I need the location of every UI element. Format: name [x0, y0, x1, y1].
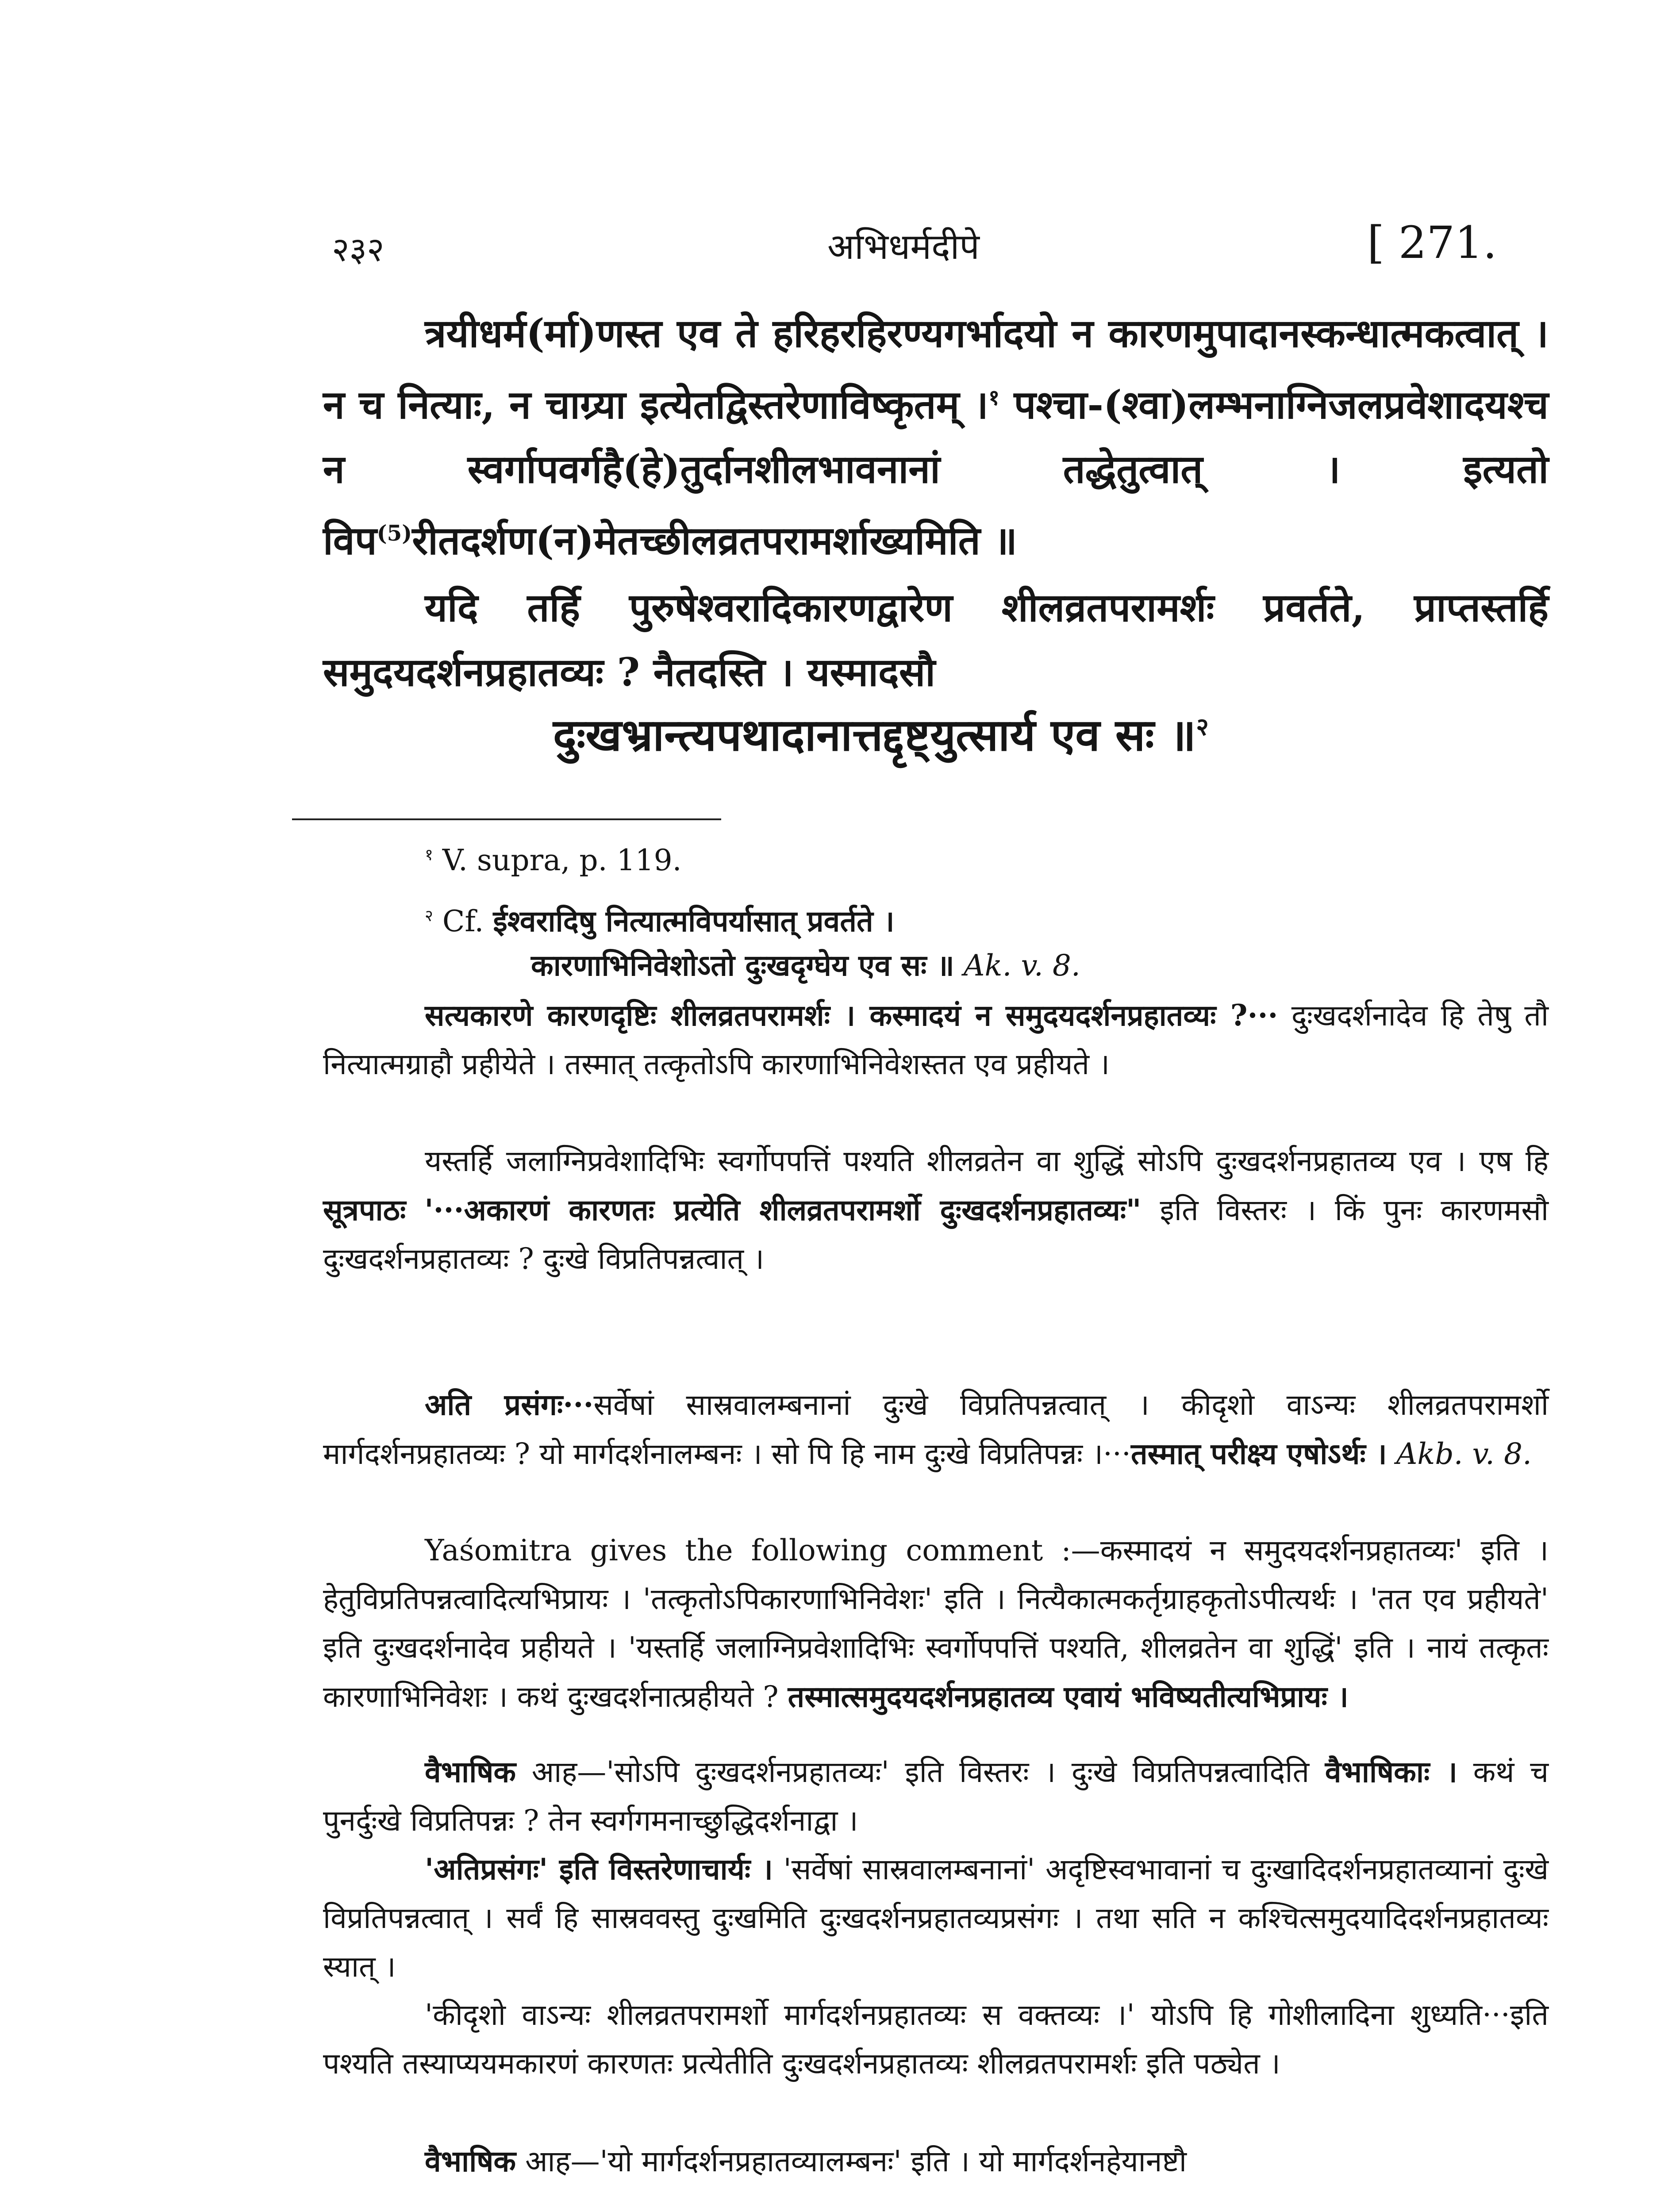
footnote-1-text: V. supra, p. 119.: [442, 843, 682, 877]
main-paragraph-2: यदि तर्हि पुरुषेश्वरादिकारणद्वारेण शीलव्रतपरामर्शः प्रवर्तते, प्राप्तस्तर्हि समुदयदर्शनप्रहातव्यः ? नैतदस्ति । यस्मादसौ: [323, 584, 1549, 695]
para-b-sutra: सूत्रपाठः: [323, 1193, 406, 1227]
footnote-2-line-2: [531, 945, 1080, 984]
main-paragraph-1: [323, 301, 1549, 573]
footnote-para-e: [323, 1747, 1549, 1845]
footnote-para-h: [323, 2137, 1549, 2186]
footnote-para-g: 'कीदृशो वाऽन्यः शीलव्रतपरामर्शो मार्गदर्शनप्रहातव्यः स वक्तव्यः ।' योऽपि हि गोशीलादिना शुध्यति···इति पश्यति तस्याप्ययमकारणं कारणतः प्रत्येतीति दुःखदर्शनप्रहातव्यः शीलव्रतपरामर्शः इति पठ्येत ।: [323, 1998, 1549, 2081]
para-a-bold: सत्यकारणे कारणदृष्टिः शीलव्रतपरामर्शः । कस्मादयं न समुदयदर्शनप्रहातव्यः ?···: [425, 998, 1278, 1033]
para-c-text: सर्वेषां सास्रवालम्बनानां दुःखे विप्रतिपन्नत्वात् । कीदृशो वाऽन्यः शीलव्रतपरामर्शो मार्गदर्शनप्रहातव्यः ? यो मार्गदर्शनालम्बनः । सो पि हि नाम दुःखे विप्रतिपन्नः ।···: [323, 1388, 1549, 1471]
para-d-english: Yaśomitra gives the following comment :—: [425, 1533, 1100, 1567]
footnote-para-b: [323, 1137, 1549, 1283]
para-f-text: 'सर्वेषां सास्रवालम्बनानां' अदृष्टिस्वभावानां च दुःखादिदर्शनप्रहातव्यानां दुःखे विप्रतिपन्नत्वात् । सर्वं हि सास्रववस्तु दुःखमिति दुःखदर्शनप्रहातव्यप्रसंगः । तथा सति न कश्चित्समुदयादिदर्शनप्रहातव्यः स्यात् ।: [323, 1852, 1549, 1984]
cf-verse-line-1: ईश्वरादिषु नित्यात्मविपर्यासात् प्रवर्तते ।: [493, 904, 895, 938]
cf-reference: Ak. v. 8.: [963, 949, 1080, 983]
cf-label: Cf.: [442, 904, 484, 938]
para-f-bold: 'अतिप्रसंगः' इति विस्तरेणाचार्यः ।: [425, 1852, 773, 1886]
para-e-bold-2: वैभाषिकाः ।: [1325, 1755, 1457, 1789]
verse-text: दुःखभ्रान्त्यपथादानात्तद्दृष्ट्युत्सार्य एव सः ॥: [553, 709, 1196, 761]
para-e-bold: वैभाषिक: [425, 1755, 516, 1789]
para-d-bold: तस्मात्समुदयदर्शनप्रहातव्य एवायं भविष्यतीत्यभिप्रायः ।: [788, 1679, 1349, 1714]
page-number: २३२: [332, 230, 384, 269]
para-e-text: आह—'सोऽपि दुःखदर्शनप्रहातव्यः' इति विस्तरः । दुःखे विप्रतिपन्नत्वादिति: [531, 1755, 1310, 1789]
footnote-2-line-1: [425, 900, 895, 940]
para-a-rest: दुःखदर्शनादेव हि तेषु तौ नित्यात्मग्राहौ प्रहीयेते । तस्मात् तत्कृतोऽपि कारणाभिनिवेशस्तत एव प्रहीयते ।: [323, 998, 1549, 1081]
main-paragraph-1-text: त्रयीधर्म(र्मा)णस्त एव ते हरिहरहिरण्यगर्भादयो न कारणमुपादानस्कन्धात्मकत्वात् । न च नित्याः, न चाग्र्या इत्येतद्विस्तरेणाविष्कृतम् ।: [323, 310, 1549, 428]
footnote-1: [425, 843, 682, 877]
main-paragraph-1-end: रीतदर्शण(न)मेतच्छीलव्रतपरामर्शाख्यमिति ॥: [412, 517, 1018, 564]
footnote-marker-5: (5): [377, 521, 412, 546]
footnote-marker-2: २: [1196, 712, 1209, 741]
verse-line: [553, 703, 1209, 764]
para-b-quote: '···अकारणं कारणतः प्रत्येति शीलव्रतपरामर्शो दुःखदर्शनप्रहातव्यः": [424, 1193, 1142, 1227]
footnote-para-c: [323, 1380, 1549, 1479]
cf-verse-line-2: कारणाभिनिवेशोऽतो दुःखदृग्घेय एव सः ॥: [531, 948, 954, 983]
para-e-text-2: कथं च पुनर्दुःखे विप्रतिपन्नः ? तेन स्वर्गगमनाच्छुद्धिदर्शनाद्वा ।: [323, 1755, 1549, 1838]
para-c-bold-end: तस्मात् परीक्ष्य एषोऽर्थः ।: [1130, 1436, 1387, 1471]
running-title: अभिधर्मदीपे: [827, 226, 980, 267]
main-paragraph-1-cont: पश्चा-(श्वा)लम्भनाग्निजलप्रवेशादयश्च न स्वर्गापवर्गहै(हे)तुर्दानशीलभावनानां तद्धेतुत्वात् । इत्यतो विप: [323, 381, 1549, 564]
footnote-marker-1: १: [988, 385, 1000, 410]
para-b-text-1: यस्तर्हि जलाग्निप्रवेशादिभिः स्वर्गोपपत्तिं पश्यति शीलव्रतेन वा शुद्धिं सोऽपि दुःखदर्शनप्रहातव्य एव । एष हि: [425, 1144, 1549, 1178]
footnote-para-d: [323, 1526, 1549, 1721]
para-c-reference: Akb. v. 8.: [1396, 1437, 1532, 1471]
footnote-2-marker: २: [425, 906, 433, 925]
para-h-text: आह—'यो मार्गदर्शनप्रहातव्यालम्बनः' इति । यो मार्गदर्शनहेयानष्टौ: [525, 2144, 1187, 2178]
footnote-1-marker: १: [425, 845, 433, 864]
footnote-divider: [292, 818, 721, 820]
para-b-text-3: इति विस्तरः । किं पुनः कारणमसौ दुःखदर्शनप्रहातव्यः ? दुःखे विप्रतिपन्नत्वात् ।: [323, 1193, 1549, 1276]
footnote-para-f: [323, 1845, 1549, 1991]
para-h-bold: वैभाषिक: [425, 2144, 516, 2178]
para-d-text: कस्मादयं न समुदयदर्शनप्रहातव्यः' इति । हेतुविप्रतिपन्नत्वादित्यभिप्रायः । 'तत्कृतोऽपिकारणाभिनिवेशः' इति । नित्यैकात्मकर्तृग्राहकृतोऽपीत्यर्थः । 'तत एव प्रहीयते' इति दुःखदर्शनादेव प्रहीयते । 'यस्तर्हि जलाग्निप्रवेशादिभिः स्वर्गोपपत्तिं पश्यति, शीलव्रतेन वा शुद्धिं' इति । नायं तत्कृतः कारणाभिनिवेशः । कथं दुःखदर्शनात्प्रहीयते ?: [323, 1533, 1549, 1714]
para-c-bold: अति प्रसंगः···: [425, 1387, 594, 1422]
section-reference: [ 271.: [1367, 217, 1497, 269]
footnote-para-a: [323, 991, 1549, 1089]
